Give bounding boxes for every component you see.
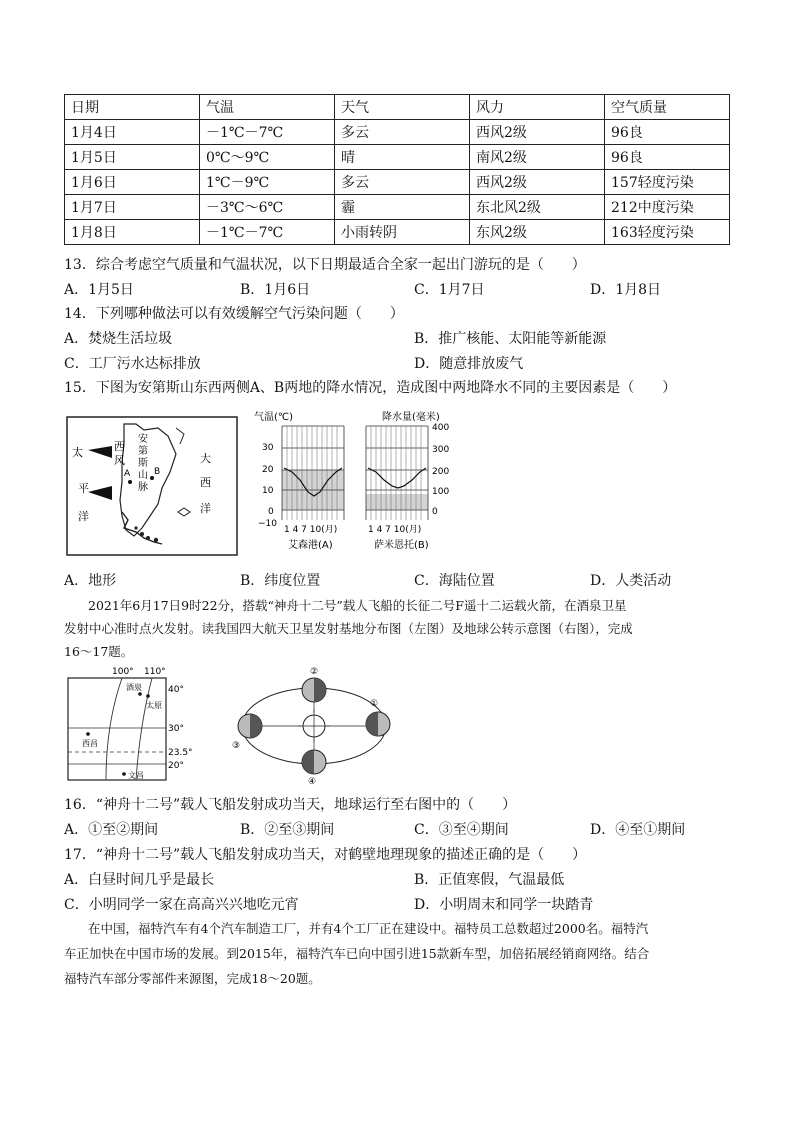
earth-icon [238, 714, 262, 738]
q15-stem: 15．下图为安第斯山东西两侧A、B两地的降水情况，造成图中两地降水不同的主要因素是（ ） [64, 380, 677, 396]
q16-option-b[interactable]: B．②至③期间 [240, 822, 335, 838]
q17-option-b[interactable]: B．正值寒假，气温最低 [414, 872, 565, 888]
table-header-cell: 风力 [470, 95, 605, 120]
andes-char: 斯 [138, 458, 148, 469]
climate-chart-aisen [248, 408, 350, 554]
point-b-label: B [154, 467, 161, 477]
chart-a-xticks: 1 4 7 10(月) [284, 525, 338, 535]
lon-label: 100° [112, 667, 134, 677]
q17-stem: 17．“神舟十二号”载人飞船发射成功当天，对鹤壁地理现象的描述正确的是（ ） [64, 847, 587, 863]
lat-label: 20° [168, 761, 184, 771]
table-cell: －1℃－7℃ [200, 220, 335, 245]
andes-char: 脉 [138, 482, 148, 493]
table-cell: 晴 [335, 145, 470, 170]
orbit-position-label: ④ [308, 777, 317, 786]
q14-option-c[interactable]: C．工厂污水达标排放 [64, 356, 201, 372]
table-cell: 1月6日 [65, 170, 200, 195]
table-cell: 163轻度污染 [605, 220, 730, 245]
chart-a-ytick: −10 [258, 519, 277, 529]
earth-icon [302, 678, 326, 702]
q14-option-a[interactable]: A．焚烧生活垃圾 [64, 331, 173, 347]
table-row [65, 145, 730, 170]
table-cell: 0℃～9℃ [200, 145, 335, 170]
passage1-line: 发射中心准时点火发射。读我国四大航天卫星发射基地分布图（左图）及地球公转示意图（右图），完成 [64, 621, 633, 636]
passage2-line: 福特汽车部分零部件来源图，完成18～20题。 [64, 971, 321, 986]
q13-option-d[interactable]: D．1月8日 [590, 282, 662, 298]
q15-option-b[interactable]: B．纬度位置 [240, 573, 321, 589]
q17-option-a[interactable]: A．白昼时间几乎是最长 [64, 872, 215, 888]
pacific-char: 平 [78, 482, 89, 495]
q13-option-c[interactable]: C．1月7日 [414, 282, 485, 298]
atlantic-char: 大 [200, 452, 211, 465]
temperature-curve [368, 468, 426, 488]
q14-stem: 14．下列哪种做法可以有效缓解空气污染问题（ ） [64, 306, 404, 322]
table-header-cell: 日期 [65, 95, 200, 120]
site-label: 酒泉 [126, 683, 142, 692]
chart-b-xticks: 1 4 7 10(月) [368, 525, 422, 535]
site-label: 文昌 [128, 771, 144, 780]
table-cell: 212中度污染 [605, 195, 730, 220]
table-header-cell: 空气质量 [605, 95, 730, 120]
passage2-line: 车正加快在中国市场的发展。到2015年，福特汽车已向中国引进15款新车型，加倍拓展经销商网络。结合 [64, 946, 650, 961]
table-cell: 多云 [335, 170, 470, 195]
chart-b-ylabel: 降水量(毫米) [382, 412, 440, 423]
earth-icon [302, 750, 326, 774]
q16-option-c[interactable]: C．③至④期间 [414, 822, 509, 838]
q16-stem: 16．“神舟十二号”载人飞船发射成功当天，地球运行至右图中的（ ） [64, 797, 517, 813]
table-header-row [65, 95, 730, 120]
table-cell: 小雨转阴 [335, 220, 470, 245]
launch-site-dot [138, 692, 142, 696]
table-cell: 南风2级 [470, 145, 605, 170]
lon-label: 110° [144, 667, 166, 677]
q16-option-a[interactable]: A．①至②期间 [64, 822, 159, 838]
chart-b-ytick: 200 [432, 467, 450, 477]
table-cell: 1月5日 [65, 145, 200, 170]
earth-orbit-diagram [226, 664, 402, 786]
lat-label: 30° [168, 724, 184, 734]
launch-site-map [66, 664, 196, 784]
andes-char: 第 [138, 446, 148, 457]
table-cell: 1月4日 [65, 120, 200, 145]
chart-b-ytick: 100 [432, 487, 450, 497]
table-cell: －3℃～6℃ [200, 195, 335, 220]
pacific-char: 太 [72, 446, 83, 459]
q14-option-b[interactable]: B．推广核能、太阳能等新能源 [414, 331, 607, 347]
precip-area [366, 494, 428, 510]
earth-icon [366, 712, 390, 736]
lat-label: 23.5° [168, 748, 193, 758]
weather-table [64, 94, 730, 245]
q13-option-a[interactable]: A．1月5日 [64, 282, 134, 298]
table-row [65, 170, 730, 195]
wind-char: 西 [114, 440, 125, 453]
orbit-position-label: ① [370, 699, 379, 709]
launch-site-dot [122, 772, 126, 776]
chart-a-caption: 艾森港(A) [288, 540, 333, 551]
table-cell: 西风2级 [470, 170, 605, 195]
andes-char: 安 [138, 434, 148, 445]
atlantic-char: 西 [200, 476, 211, 489]
table-cell: 96良 [605, 120, 730, 145]
pacific-char: 洋 [78, 510, 89, 523]
south-america-map [66, 416, 238, 556]
launch-site-dot [86, 732, 90, 736]
q16-option-d[interactable]: D．④至①期间 [590, 822, 686, 838]
chart-b-ytick: 300 [432, 445, 450, 455]
table-cell: 96良 [605, 145, 730, 170]
chart-a-ytick: 10 [262, 486, 274, 496]
chart-b-caption: 萨米恩托(B) [374, 540, 429, 551]
q17-option-c[interactable]: C．小明同学一家在高高兴兴地吃元宵 [64, 897, 299, 913]
table-cell: －1℃－7℃ [200, 120, 335, 145]
table-cell: 1月7日 [65, 195, 200, 220]
passage1-line: 16～17题。 [64, 644, 134, 659]
chart-a-ytick: 20 [262, 465, 274, 475]
point-a-label: A [124, 469, 131, 479]
chart-a-ytick: 0 [268, 507, 274, 517]
atlantic-char: 洋 [200, 502, 211, 515]
andes-char: 山 [138, 470, 148, 481]
q15-option-c[interactable]: C．海陆位置 [414, 573, 495, 589]
q15-option-a[interactable]: A．地形 [64, 573, 117, 589]
table-row [65, 195, 730, 220]
chart-b-ytick: 0 [432, 507, 438, 517]
q15-option-d[interactable]: D．人类活动 [590, 573, 672, 589]
table-cell: 157轻度污染 [605, 170, 730, 195]
lat-label: 40° [168, 685, 184, 695]
table-cell: 多云 [335, 120, 470, 145]
table-cell: 霾 [335, 195, 470, 220]
q13-option-b[interactable]: B．1月6日 [240, 282, 311, 298]
chart-a-ytick: 30 [262, 443, 274, 453]
passage2-line: 在中国，福特汽车有4个汽车制造工厂，并有4个工厂正在建设中。福特员工总数超过2000名。福特汽 [88, 921, 649, 936]
table-cell: 东北风2级 [470, 195, 605, 220]
launch-site-dot [146, 694, 150, 698]
orbit-position-label: ② [310, 667, 319, 677]
table-header-cell: 天气 [335, 95, 470, 120]
table-row [65, 120, 730, 145]
climate-chart-sarmiento [352, 408, 462, 554]
orbit-position-label: ③ [232, 741, 241, 751]
passage1-line: 2021年6月17日9时22分，搭载“神舟十二号”载人飞船的长征二号F遥十二运载火箭，在酒泉卫星 [88, 598, 627, 613]
table-cell: 1℃－9℃ [200, 170, 335, 195]
chart-a-ylabel: 气温(℃) [254, 412, 294, 423]
table-row [65, 220, 730, 245]
chart-b-ytick: 400 [432, 423, 450, 433]
wind-char: 风 [114, 454, 125, 467]
site-label: 太原 [146, 701, 162, 710]
table-cell: 西风2级 [470, 120, 605, 145]
table-header-cell: 气温 [200, 95, 335, 120]
q13-stem: 13．综合考虑空气质量和气温状况，以下日期最适合全家一起出门游玩的是（ ） [64, 257, 586, 273]
table-cell: 东风2级 [470, 220, 605, 245]
table-cell: 1月8日 [65, 220, 200, 245]
site-label: 西昌 [82, 739, 98, 748]
q14-option-d[interactable]: D．随意排放废气 [414, 356, 524, 372]
q17-option-d[interactable]: D．小明周末和同学一块踏青 [414, 897, 594, 913]
